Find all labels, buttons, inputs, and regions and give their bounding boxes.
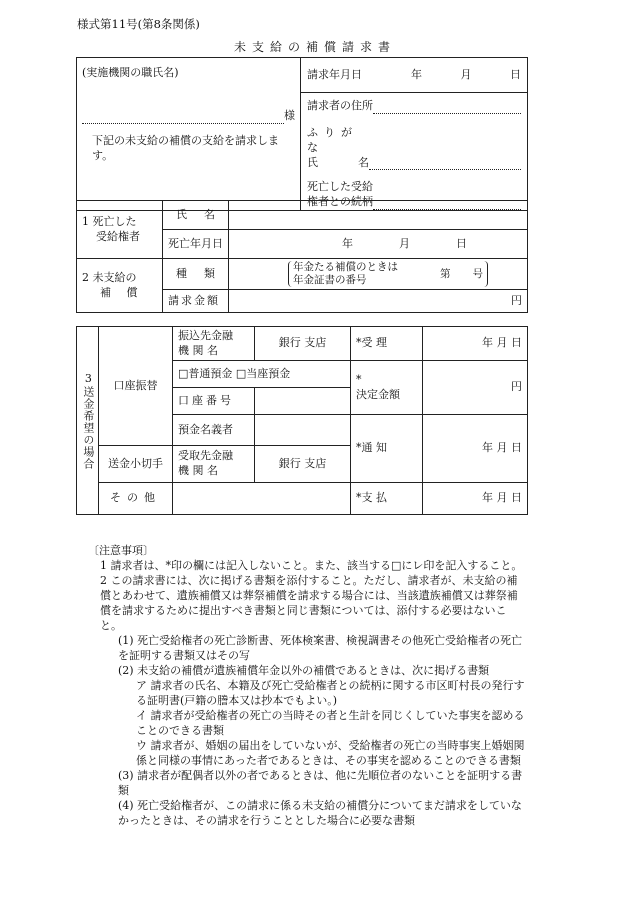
date-label: 請求年月日: [307, 67, 362, 81]
section1-label-2: 受給権者: [96, 229, 140, 243]
date-day: 日: [510, 67, 521, 81]
request-text: 下記の未支給の補償の支給を請求します。: [92, 133, 279, 162]
recipient-cell: [77, 58, 301, 211]
section1-label: [77, 201, 163, 259]
date-year: 年: [411, 67, 422, 81]
form-number: 様式第11号(第8条関係): [77, 17, 200, 31]
amount-input[interactable]: 円: [229, 290, 528, 313]
section2-label-1: 2 未支給の: [82, 270, 137, 284]
sama-label: 様: [284, 108, 295, 122]
note-2-1: (1) 死亡受給権者の死亡診断書、死体検案書、検視調書その他死亡受給権者の死亡を証明する書類又はその写: [118, 634, 523, 662]
request-table: [76, 57, 528, 211]
note-2-3: (3) 請求者が配偶者以外の者であるときは、他に先順位者のないことを証明する書類: [118, 769, 523, 797]
note-2-2: (2) 未支給の補償が遺族補償年金以外の補償であるときは、次に掲げる書類: [118, 664, 490, 677]
section2-label: [77, 259, 163, 313]
section2-label-2: 補 償: [100, 285, 144, 299]
address-label: 請求者の住所: [307, 99, 373, 112]
other-label: その他: [99, 483, 173, 515]
pension-label-1: 年金たる補償のときは: [293, 261, 398, 273]
pension-cell[interactable]: [229, 259, 528, 290]
note-2-2-i: イ 請求者が受給権者の死亡の当時その者と生計を同じくしていた事実を認めることのできる書類: [136, 709, 525, 737]
pension-label-2: 年金証書の番号: [293, 274, 367, 286]
notice-date: 年 月 日: [423, 415, 528, 483]
other-input[interactable]: [173, 483, 351, 515]
recipient-input[interactable]: [82, 111, 284, 124]
receiver-bank-input[interactable]: 銀行 支店: [255, 446, 351, 483]
death-date-input[interactable]: [229, 230, 528, 259]
receipt-label: *受 理: [351, 327, 423, 361]
note-2-4: (4) 死亡受給権者が、この請求に係る未支給の補償分についてまだ請求をしていなかったときは、その請求を行うこととした場合に必要な書類: [118, 799, 522, 827]
remittance-table: [76, 326, 528, 515]
deceased-name-label: 氏 名: [163, 201, 229, 230]
notes-heading: 〔注意事項〕: [88, 544, 154, 557]
name-input[interactable]: [369, 157, 521, 170]
recipient-label: (実施機関の職氏名): [82, 66, 179, 79]
bank-input[interactable]: 銀行 支店: [255, 327, 351, 361]
notice-label: *通 知: [351, 415, 423, 483]
name-label-1: 氏: [307, 155, 318, 169]
go-label: 号: [472, 267, 483, 280]
decided-amount-value: 円: [423, 361, 528, 415]
furigana-label: ふりがな: [307, 125, 358, 154]
note-2-2-a: ア 請求者の氏名、本籍及び死亡受給権者との続柄に関する市区町村長の発行する証明書(戸籍の謄本又は抄本でもよい。): [136, 679, 525, 707]
death-year: 年: [342, 236, 353, 250]
account-holder-input[interactable]: [255, 415, 351, 446]
death-day: 日: [456, 236, 467, 250]
receipt-date: 年 月 日: [423, 327, 528, 361]
account-transfer-label: 口座振替: [99, 327, 173, 446]
account-number-label: 口座番号: [173, 388, 255, 415]
note-2-2-u: ウ 請求者が、婚姻の届出をしていないが、受給権者の死亡の当時事実上婚姻関係と同様の事情にあった者であるときは、その事実を認めることのできる書類: [136, 739, 525, 767]
address-input[interactable]: [373, 101, 521, 114]
requester-cell: [301, 58, 528, 211]
death-date-label: 死亡年月日: [163, 230, 229, 259]
deceased-name-input[interactable]: [229, 201, 528, 230]
note-1: 1 請求者は、*印の欄には記入しないこと。また、該当する□にレ印を記入すること。: [100, 559, 523, 572]
account-number-input[interactable]: [255, 388, 351, 415]
details-table: [76, 200, 528, 313]
form-title: 未支給の補償請求書: [233, 40, 396, 54]
date-month: 月: [460, 67, 472, 81]
amount-label: 請求金額: [163, 290, 229, 313]
section3-label: 3送金希望の場合: [77, 327, 99, 515]
name-label-2: 名: [358, 155, 369, 169]
receiver-bank-label: 受取先金融 機 関 名: [173, 446, 255, 483]
relation-label-2: 権者との続柄: [307, 195, 373, 209]
check-label: 送金小切手: [99, 446, 173, 483]
notes-section: [88, 543, 528, 828]
account-holder-label: 預金名義者: [173, 415, 255, 446]
relation-label-1: 死亡した受給: [307, 180, 373, 194]
type-label: 種 類: [163, 259, 229, 290]
note-2: 2 この請求書には、次に掲げる書類を添付すること。ただし、請求者が、未支給の補償とあわせて、遺族補償又は葬祭補償を請求する場合には、当該遺族補償又は葬祭補償を請求するために提出すべき書類と同じ書類については、添付する必要はないこと。: [100, 574, 518, 632]
death-month: 月: [399, 236, 410, 250]
deposit-type-checkboxes[interactable]: □普通預金 □当座預金: [173, 361, 351, 388]
section1-label-1: 1 死亡した: [82, 214, 137, 228]
dai-label: 第: [440, 267, 451, 280]
decided-amount-label: * 決定金額: [351, 361, 423, 415]
bank-label: 振込先金融 機 関 名: [173, 327, 255, 361]
payment-date: 年 月 日: [423, 483, 528, 515]
payment-label: *支 払: [351, 483, 423, 515]
